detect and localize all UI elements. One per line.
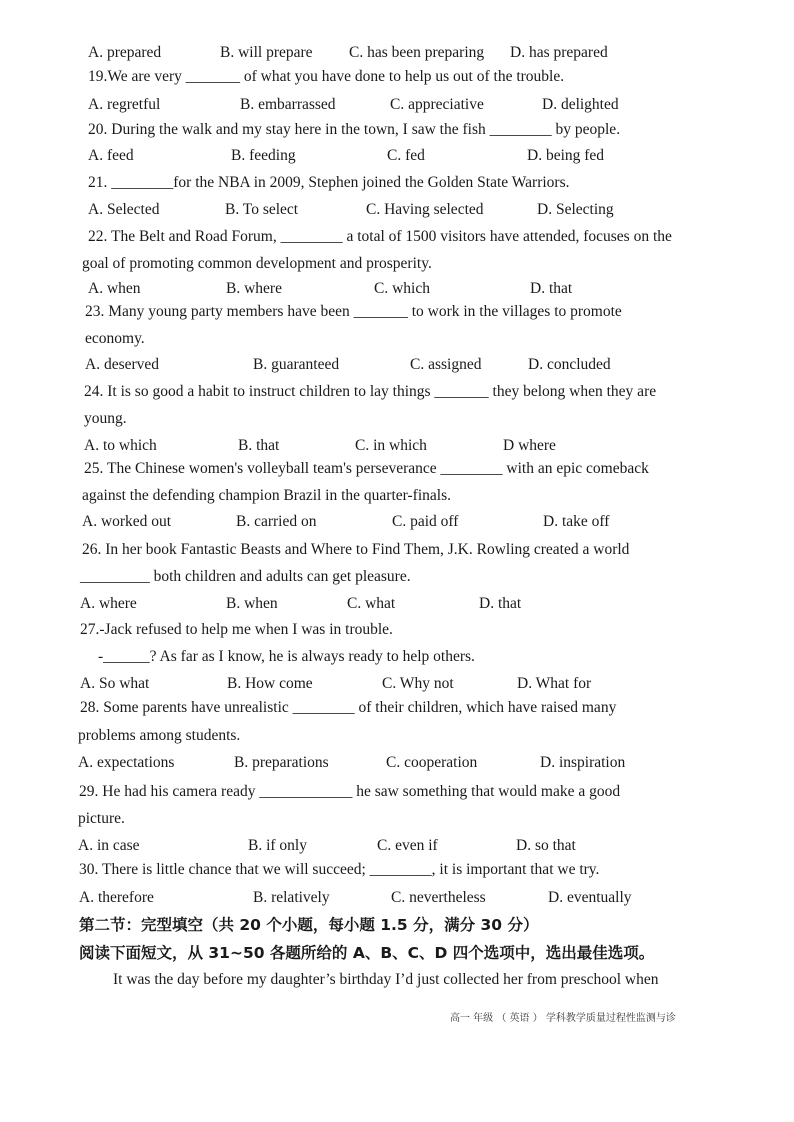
q18-option-b: B. will prepare [220,44,313,61]
q24-option-c: C. in which [355,437,427,454]
q26-option-b: B. when [226,595,278,612]
q26-option-d: D. that [479,595,522,612]
q19-option-b: B. embarrassed [240,96,336,113]
q24-stem-line1: 24. It is so good a habit to instruct children to lay things _______ they belong when they are [84,383,657,400]
q19-stem: 19.We are very _______ of what you have done to help us out of the trouble. [88,68,565,85]
q19-option-a: A. regretful [88,96,161,113]
q28-stem-line1: 28. Some parents have unrealistic ________ of their children, which have raised many [80,699,617,716]
q26-option-a: A. where [80,595,137,612]
q30-option-c: C. nevertheless [391,889,486,906]
q20-option-b: B. feeding [231,147,296,164]
q22-option-a: A. when [88,280,141,297]
q28-stem-line2: problems among students. [78,727,241,744]
q22-stem-line1: 22. The Belt and Road Forum, ________ a total of 1500 visitors have attended, focuses on the [88,228,672,245]
section2-instruction: 阅读下面短文，从 31~50 各题所给的 A、B、C、D 四个选项中，选出最佳选项。 [79,944,655,962]
passage-line-1: It was the day before my daughter’s birthday I’d just collected her from preschool when [113,971,659,988]
q25-option-a: A. worked out [82,513,172,530]
q22-option-d: D. that [530,280,573,297]
q28-option-d: D. inspiration [540,754,626,771]
q28-option-b: B. preparations [234,754,329,771]
q29-option-b: B. if only [248,837,307,854]
q26-stem-line2: _________ both children and adults can get pleasure. [80,568,411,585]
q24-option-a: A. to which [84,437,157,454]
q30-option-d: D. eventually [548,889,632,906]
q22-option-c: C. which [374,280,430,297]
q30-stem: 30. There is little chance that we will succeed; ________, it is important that we try. [79,861,600,878]
q22-stem-line2: goal of promoting common development and prosperity. [82,255,432,272]
q24-option-b: B. that [238,437,280,454]
q27-option-a: A. So what [80,675,150,692]
q27-stem-line2: -______? As far as I know, he is always ready to help others. [98,648,475,665]
q18-option-a: A. prepared [88,44,162,61]
page-footer: 高一 年级 （ 英语 ） 学科教学质量过程性监测与诊 [450,1013,676,1024]
q21-option-c: C. Having selected [366,201,484,218]
q25-option-b: B. carried on [236,513,317,530]
q25-option-c: C. paid off [392,513,459,530]
q23-option-c: C. assigned [410,356,482,373]
q27-option-b: B. How come [227,675,313,692]
q25-option-d: D. take off [543,513,610,530]
q26-option-c: C. what [347,595,396,612]
q28-option-a: A. expectations [78,754,175,771]
q23-option-a: A. deserved [85,356,160,373]
q22-option-b: B. where [226,280,282,297]
q20-stem: 20. During the walk and my stay here in the town, I saw the fish ________ by people. [88,121,621,138]
q29-stem-line2: picture. [78,810,125,827]
q21-option-a: A. Selected [88,201,160,218]
q30-option-b: B. relatively [253,889,330,906]
q28-option-c: C. cooperation [386,754,478,771]
q27-option-c: C. Why not [382,675,454,692]
q24-stem-line2: young. [84,410,127,427]
q30-option-a: A. therefore [79,889,154,906]
q20-option-a: A. feed [88,147,134,164]
section2-heading: 第二节：完型填空（共 20 个小题，每小题 1.5 分，满分 30 分） [79,916,539,934]
q19-option-d: D. delighted [542,96,619,113]
q23-option-b: B. guaranteed [253,356,340,373]
q20-option-d: D. being fed [527,147,605,164]
q23-stem-line2: economy. [85,330,145,347]
q23-stem-line1: 23. Many young party members have been _______ to work in the villages to promote [85,303,622,320]
q29-option-c: C. even if [377,837,438,854]
q25-stem-line1: 25. The Chinese women's volleyball team's perseverance ________ with an epic comeback [84,460,649,477]
q19-option-c: C. appreciative [390,96,484,113]
q21-option-d: D. Selecting [537,201,614,218]
q23-option-d: D. concluded [528,356,611,373]
q27-stem-line1: 27.-Jack refused to help me when I was in trouble. [80,621,393,638]
q29-option-d: D. so that [516,837,576,854]
q18-option-d: D. has prepared [510,44,608,61]
q27-option-d: D. What for [517,675,592,692]
q29-stem-line1: 29. He had his camera ready ____________ he saw something that would make a good [79,783,621,800]
q24-option-d: D where [503,437,556,454]
q21-stem: 21. ________for the NBA in 2009, Stephen joined the Golden State Warriors. [88,174,570,191]
q26-stem-line1: 26. In her book Fantastic Beasts and Where to Find Them, J.K. Rowling created a world [82,541,630,558]
q21-option-b: B. To select [225,201,299,218]
q18-option-c: C. has been preparing [349,44,485,61]
q29-option-a: A. in case [78,837,140,854]
q25-stem-line2: against the defending champion Brazil in the quarter-finals. [82,487,451,504]
q20-option-c: C. fed [387,147,425,164]
